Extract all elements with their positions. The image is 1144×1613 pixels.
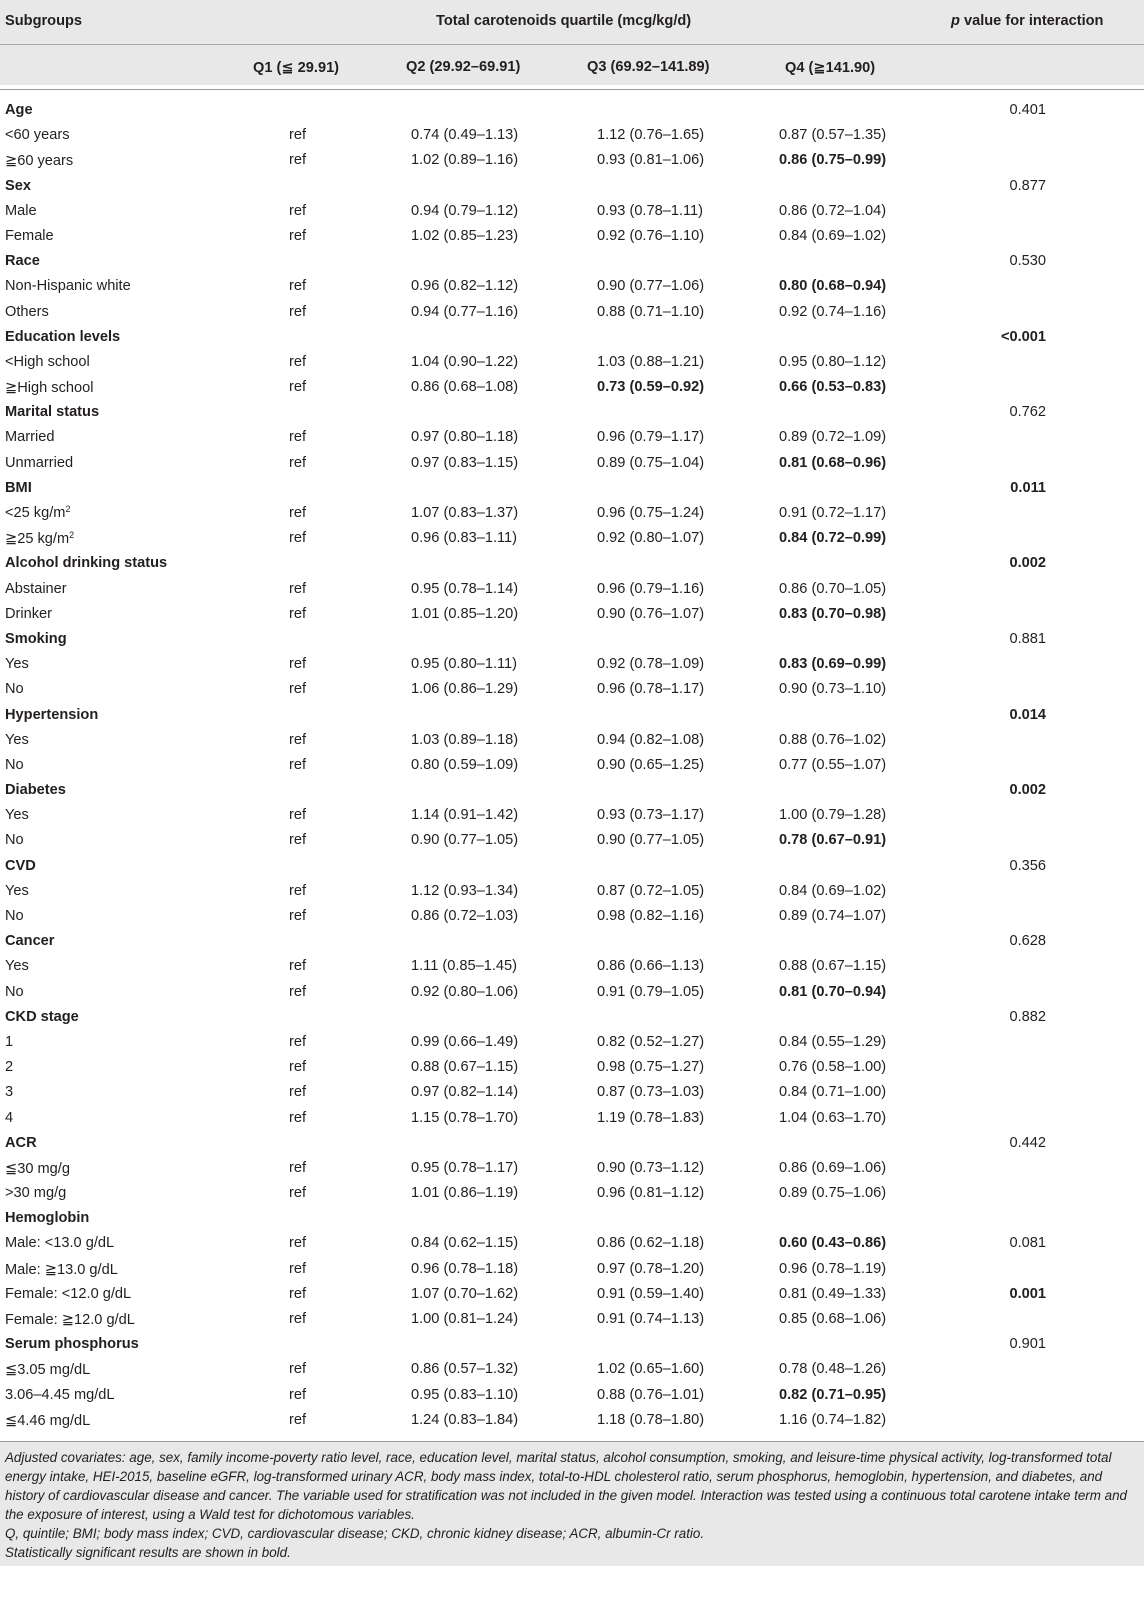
p-interaction-cell: 0.881 [1009,630,1046,647]
q4-cell: 0.96 (0.78–1.19) [779,1260,887,1277]
table-row [0,300,1144,325]
q2-cell: 0.96 (0.82–1.12) [411,278,519,295]
table-row [0,148,1144,173]
p-interaction-cell: 0.002 [1009,555,1046,572]
table-row [0,451,1144,476]
q2-cell: 0.96 (0.78–1.18) [411,1260,519,1277]
q2-cell: 0.86 (0.57–1.32) [411,1361,519,1378]
table-group-row [0,1005,1144,1030]
table-row [0,224,1144,249]
q2-cell: 0.92 (0.80–1.06) [411,983,519,1000]
q3-cell: 1.18 (0.78–1.80) [597,1411,705,1428]
subgroup-label: No [5,983,24,1000]
q2-cell: 1.00 (0.81–1.24) [411,1311,519,1327]
q3-cell: 0.88 (0.71–1.10) [597,303,705,320]
q2-cell: 0.95 (0.78–1.14) [411,580,519,597]
group-label: Hypertension [5,706,99,723]
header-q2: Q2 (29.92–69.91) [406,59,521,75]
q3-cell: 0.82 (0.52–1.27) [597,1033,705,1050]
subgroup-label: 3.06–4.45 mg/dL [5,1386,115,1403]
q2-cell: 0.97 (0.82–1.14) [411,1084,519,1101]
header-p-rest: value for interaction [959,13,1104,29]
subgroup-label-with-unit [5,530,74,547]
q1-cell: ref [289,227,307,244]
subgroup-label: Female: <12.0 g/dL [5,1285,132,1302]
q1-cell: ref [289,530,307,547]
q2-cell: 0.88 (0.67–1.15) [411,1059,519,1076]
subgroup-label: Male [5,202,37,219]
q4-cell: 0.88 (0.76–1.02) [779,731,887,748]
table-body [0,98,1144,1433]
subgroup-label: No [5,681,24,698]
subgroup-label: Others [5,303,49,320]
q4-cell: 0.60 (0.43–0.86) [779,1235,887,1252]
subgroup-label: ≦4.46 mg/dL [5,1412,91,1429]
p-interaction-cell: 0.001 [1009,1285,1046,1302]
table-row [0,753,1144,778]
q3-cell: 0.87 (0.73–1.03) [597,1084,705,1101]
table-footnotes [0,1442,1144,1566]
q4-cell: 0.89 (0.74–1.07) [779,908,887,924]
q4-cell: 0.91 (0.72–1.17) [779,505,887,521]
q4-cell: 0.89 (0.75–1.06) [779,1185,887,1202]
group-label: Race [5,253,40,270]
q3-cell: 0.87 (0.72–1.05) [597,882,705,899]
q2-cell: 0.74 (0.49–1.13) [411,127,519,144]
q1-cell: ref [289,1311,307,1327]
q1-cell: ref [289,127,307,144]
q1-cell: ref [289,505,307,521]
subgroup-label: <High school [5,353,90,370]
p-interaction-cell: <0.001 [1000,328,1046,345]
q4-cell: 0.87 (0.57–1.35) [779,127,887,144]
q3-cell: 0.91 (0.79–1.05) [597,983,705,1000]
q2-cell: 1.02 (0.89–1.16) [411,152,519,169]
header-rule [0,89,1144,90]
q1-cell: ref [289,580,307,597]
subgroup-label: 1 [5,1033,14,1050]
q4-cell: 0.84 (0.72–0.99) [779,530,887,547]
footnote-abbreviations: Q, quintile; BMI; body mass index; CVD, cardiovascular disease; CKD, chronic kidney disease; ACR, albumin-Cr ratio. [5,1525,705,1541]
q1-cell: ref [289,882,307,899]
q3-cell: 0.90 (0.73–1.12) [597,1159,705,1176]
q2-cell: 1.11 (0.85–1.45) [411,958,518,975]
table-row [0,904,1144,929]
q2-cell: 0.95 (0.78–1.17) [411,1159,519,1176]
q3-cell: 0.96 (0.75–1.24) [597,505,705,521]
subgroup-label: >30 mg/g [5,1185,67,1202]
q1-cell: ref [289,1285,307,1302]
table-row [0,728,1144,753]
group-label: Diabetes [5,782,66,799]
q1-cell: ref [289,1386,307,1403]
unit-superscript: 2 [65,504,71,514]
subgroup-label: 2 [5,1059,14,1076]
q4-cell: 0.86 (0.69–1.06) [779,1159,887,1176]
q4-cell: 0.78 (0.67–0.91) [779,832,887,849]
q1-cell: ref [289,807,307,824]
subgroup-label: 3 [5,1084,14,1101]
table-row [0,1307,1144,1332]
q3-cell: 0.89 (0.75–1.04) [597,454,705,471]
footnote-significance: Statistically significant results are shown in bold. [5,1544,291,1560]
q3-cell: 0.92 (0.76–1.10) [597,227,705,244]
subgroup-label: Abstainer [5,580,67,597]
subgroup-label: Yes [5,958,29,975]
q2-cell: 1.12 (0.93–1.34) [411,882,519,899]
q1-cell: ref [289,379,307,396]
q2-cell: 1.24 (0.83–1.84) [411,1411,519,1428]
q3-cell: 0.93 (0.73–1.17) [597,807,705,824]
q2-cell: 0.86 (0.72–1.03) [411,908,519,924]
subgroup-label: Married [5,429,55,446]
header-quartile-title: Total carotenoids quartile (mcg/kg/d) [436,13,692,29]
table-row [0,1231,1144,1256]
group-label: Cancer [5,933,55,950]
group-label: Education levels [5,328,121,345]
q3-cell: 1.12 (0.76–1.65) [597,127,705,144]
table-group-row [0,1131,1144,1156]
group-label: Marital status [5,404,100,421]
q4-cell: 0.84 (0.55–1.29) [779,1033,887,1050]
table-row [0,1106,1144,1131]
q3-cell: 0.96 (0.79–1.17) [597,429,705,446]
p-interaction-cell: 0.882 [1009,1008,1046,1025]
subgroup-label: ≦3.05 mg/dL [5,1362,91,1379]
group-label: Age [5,102,33,118]
table-row [0,828,1144,853]
q2-cell: 1.06 (0.86–1.29) [411,681,519,698]
table-row [0,1055,1144,1080]
table-row [0,677,1144,702]
subgroup-label: Yes [5,656,29,673]
table-row [0,123,1144,148]
q2-cell: 0.95 (0.83–1.10) [411,1386,519,1403]
q1-cell: ref [289,1411,307,1428]
q3-cell: 0.88 (0.76–1.01) [597,1386,705,1403]
q1-cell: ref [289,1059,307,1076]
subgroup-label: Female: ≧12.0 g/dL [5,1312,135,1328]
q3-cell: 1.19 (0.78–1.83) [597,1109,705,1126]
q4-cell: 0.78 (0.48–1.26) [779,1361,887,1378]
q4-cell: 0.84 (0.71–1.00) [779,1084,887,1101]
subgroup-label: Non-Hispanic white [5,278,131,295]
table-row [0,274,1144,299]
header-p-italic: p [951,13,960,29]
table-row [0,1408,1144,1433]
table-group-row [0,174,1144,199]
q1-cell: ref [289,681,307,698]
table-row [0,425,1144,450]
q2-cell: 0.95 (0.80–1.11) [411,656,518,673]
q4-cell: 0.88 (0.67–1.15) [779,958,887,975]
group-label: Hemoglobin [5,1210,90,1227]
q4-cell: 0.89 (0.72–1.09) [779,429,887,446]
q4-cell: 0.86 (0.72–1.04) [779,202,887,219]
subgroup-label: ≦30 mg/g [5,1160,70,1177]
table-group-row [0,476,1144,501]
table-group-row [0,703,1144,728]
table-row [0,199,1144,224]
q2-cell: 0.94 (0.77–1.16) [411,303,519,320]
q2-cell: 1.02 (0.85–1.23) [411,227,519,244]
table-row [0,1383,1144,1408]
table-group-row [0,778,1144,803]
group-label: Sex [5,177,31,194]
q3-cell: 0.90 (0.77–1.05) [597,832,705,849]
table-row [0,577,1144,602]
group-label: Serum phosphorus [5,1336,139,1353]
q3-cell: 0.92 (0.78–1.09) [597,656,705,673]
q2-cell: 0.97 (0.83–1.15) [411,454,519,471]
q3-cell: 1.02 (0.65–1.60) [597,1361,705,1378]
q4-cell: 0.82 (0.71–0.95) [779,1386,887,1403]
q1-cell: ref [289,1185,307,1202]
group-label: ACR [5,1134,37,1151]
q4-cell: 0.83 (0.70–0.98) [779,605,887,622]
header-p-value [951,13,1103,29]
table-row [0,602,1144,627]
q2-cell: 1.07 (0.70–1.62) [411,1285,519,1302]
q1-cell: ref [289,429,307,446]
q1-cell: ref [289,202,307,219]
q3-cell: 0.96 (0.78–1.17) [597,681,705,698]
q1-cell: ref [289,1159,307,1176]
subgroup-label: Female [5,227,54,244]
subgroup-label: Male: <13.0 g/dL [5,1235,115,1252]
table-row [0,1156,1144,1181]
p-interaction-cell: 0.401 [1009,102,1046,118]
header-q1: Q1 (≦ 29.91) [253,60,340,76]
p-interaction-cell: 0.002 [1009,782,1046,799]
q4-cell: 0.81 (0.68–0.96) [779,454,887,471]
subgroup-label: Male: ≧13.0 g/dL [5,1261,118,1278]
q1-cell: ref [289,1084,307,1101]
q3-cell: 0.86 (0.62–1.18) [597,1235,705,1252]
table-row [0,526,1144,551]
table-group-row [0,854,1144,879]
q4-cell: 0.81 (0.70–0.94) [779,983,887,1000]
q2-cell: 1.01 (0.85–1.20) [411,605,519,622]
table-group-row [0,98,1144,123]
group-label: Smoking [5,630,67,647]
q1-cell: ref [289,1260,307,1277]
q4-cell: 0.84 (0.69–1.02) [779,882,887,899]
subgroup-label: ≧60 years [5,153,74,170]
q4-cell: 0.86 (0.70–1.05) [779,580,887,597]
q1-cell: ref [289,983,307,1000]
q2-cell: 1.03 (0.89–1.18) [411,731,519,748]
p-interaction-cell: 0.081 [1009,1235,1046,1252]
q3-cell: 0.86 (0.66–1.13) [597,958,705,975]
table-header [0,0,1144,85]
table-row [0,652,1144,677]
table-row [0,803,1144,828]
q4-cell: 0.85 (0.68–1.06) [779,1311,887,1327]
q1-cell: ref [289,1361,307,1378]
q1-cell: ref [289,605,307,622]
q4-cell: 0.81 (0.49–1.33) [779,1285,887,1302]
subgroup-label: Yes [5,731,29,748]
q1-cell: ref [289,1033,307,1050]
table-row [0,1181,1144,1206]
q3-cell: 0.94 (0.82–1.08) [597,731,705,748]
table-row [0,350,1144,375]
q1-cell: ref [289,278,307,295]
header-q3: Q3 (69.92–141.89) [587,59,710,75]
table-group-row [0,325,1144,350]
table-row [0,1257,1144,1282]
subgroup-label: <25 kg/m [5,505,66,521]
footnote-covariates: Adjusted covariates: age, sex, family income-poverty ratio level, race, education level, marital status, alcohol consumption, smoking, and leisure-time physical activity, log-transformed total energy intake, HEI-2015, baseline eGFR, log-transformed urinary ACR, body mass index, total-to-HDL cholesterol ratio, serum phosphorus, hemoglobin, hypertension, and diabetes, and history of cardiovascular disease and cancer. The variable used for stratification was not included in the given model. Interaction was tested using a continuous total carotene intake term and the exposure of interest, using a Wald test for dichotomous variables. [5,1449,1127,1522]
q3-cell: 0.97 (0.78–1.20) [597,1260,705,1277]
q3-cell: 0.73 (0.59–0.92) [597,379,705,396]
q3-cell: 0.90 (0.76–1.07) [597,605,705,622]
q4-cell: 0.95 (0.80–1.12) [779,353,887,370]
q2-cell: 1.15 (0.78–1.70) [411,1109,519,1126]
p-interaction-cell: 0.628 [1009,933,1046,950]
p-interaction-cell: 0.011 [1010,479,1046,496]
q4-cell: 1.16 (0.74–1.82) [779,1411,887,1428]
q4-cell: 0.92 (0.74–1.16) [779,303,887,320]
q1-cell: ref [289,908,307,924]
q4-cell: 0.84 (0.69–1.02) [779,227,887,244]
group-label: CVD [5,857,36,874]
q3-cell: 0.91 (0.59–1.40) [597,1285,705,1302]
q2-cell: 0.97 (0.80–1.18) [411,429,519,446]
q3-cell: 0.90 (0.77–1.06) [597,278,705,295]
p-interaction-cell: 0.442 [1009,1134,1046,1151]
header-subgroups: Subgroups [5,13,83,29]
q1-cell: ref [289,1235,307,1252]
q4-cell: 1.04 (0.63–1.70) [779,1109,887,1126]
table-row [0,879,1144,904]
q2-cell: 1.14 (0.91–1.42) [411,807,519,824]
table-row [0,980,1144,1005]
q1-cell: ref [289,958,307,975]
subgroup-label: 4 [5,1109,14,1126]
q2-cell: 0.99 (0.66–1.49) [411,1033,519,1050]
q3-cell: 0.96 (0.79–1.16) [597,580,705,597]
q2-cell: 0.94 (0.79–1.12) [411,202,519,219]
q2-cell: 1.04 (0.90–1.22) [411,353,519,370]
table-group-row [0,1332,1144,1357]
q1-cell: ref [289,454,307,471]
p-interaction-cell: 0.762 [1009,404,1046,421]
group-label: CKD stage [5,1008,79,1025]
table-row [0,1357,1144,1382]
q1-cell: ref [289,1109,307,1126]
q3-cell: 0.93 (0.81–1.06) [597,152,705,169]
q2-cell: 0.96 (0.83–1.11) [411,530,518,547]
q4-cell: 0.66 (0.53–0.83) [779,379,887,396]
subgroup-label-with-unit [5,505,70,521]
q4-cell: 0.77 (0.55–1.07) [779,756,887,773]
table-row [0,1030,1144,1055]
group-label: BMI [5,479,32,496]
table-group-row [0,627,1144,652]
table-row [0,954,1144,979]
q4-cell: 0.76 (0.58–1.00) [779,1059,887,1076]
table-group-row [0,929,1144,954]
q1-cell: ref [289,303,307,320]
table-row [0,1080,1144,1105]
q3-cell: 0.98 (0.82–1.16) [597,908,705,924]
q3-cell: 0.93 (0.78–1.11) [597,202,704,219]
q4-cell: 1.00 (0.79–1.28) [779,807,887,824]
q4-cell: 0.86 (0.75–0.99) [779,152,887,169]
header-row-2 [0,45,1144,85]
table-row [0,375,1144,400]
subgroup-label: ≧25 kg/m [5,531,70,548]
table-group-row [0,400,1144,425]
subgroup-label: No [5,908,24,924]
p-interaction-cell: 0.901 [1009,1336,1046,1353]
q3-cell: 0.98 (0.75–1.27) [597,1059,705,1076]
q1-cell: ref [289,832,307,849]
q2-cell: 0.86 (0.68–1.08) [411,379,519,396]
unit-superscript: 2 [69,530,75,541]
subgroup-label: ≧High school [5,380,94,397]
subgroup-label: <60 years [5,127,70,144]
q4-cell: 0.80 (0.68–0.94) [779,278,887,295]
q2-cell: 1.07 (0.83–1.37) [411,505,519,521]
q3-cell: 0.90 (0.65–1.25) [597,756,705,773]
p-interaction-cell: 0.530 [1009,253,1046,270]
q1-cell: ref [289,656,307,673]
q1-cell: ref [289,353,307,370]
header-row-1 [0,0,1144,45]
q1-cell: ref [289,731,307,748]
subgroup-label: Unmarried [5,454,74,471]
q3-cell: 0.92 (0.80–1.07) [597,530,705,547]
subgroup-label: Drinker [5,605,53,622]
table-row [0,1282,1144,1307]
p-interaction-cell: 0.356 [1009,857,1046,874]
subgroup-label: No [5,756,24,773]
table-group-row [0,249,1144,274]
q2-cell: 0.84 (0.62–1.15) [411,1235,519,1252]
q3-cell: 1.03 (0.88–1.21) [597,353,705,370]
q3-cell: 0.96 (0.81–1.12) [597,1185,705,1202]
table-group-row [0,551,1144,576]
table-row [0,501,1144,526]
table-group-row [0,1206,1144,1231]
q1-cell: ref [289,756,307,773]
q3-cell: 0.91 (0.74–1.13) [597,1311,705,1327]
q1-cell: ref [289,152,307,169]
subgroup-label: No [5,832,24,849]
group-label: Alcohol drinking status [5,555,168,572]
subgroup-label: Yes [5,807,29,824]
p-interaction-cell: 0.877 [1009,177,1046,194]
p-interaction-cell: 0.014 [1009,706,1046,723]
q2-cell: 1.01 (0.86–1.19) [411,1185,519,1202]
q2-cell: 0.90 (0.77–1.05) [411,832,519,849]
subgroup-label: Yes [5,882,29,899]
header-q4: Q4 (≧141.90) [785,60,876,76]
q2-cell: 0.80 (0.59–1.09) [411,756,519,773]
q4-cell: 0.83 (0.69–0.99) [779,656,887,673]
q4-cell: 0.90 (0.73–1.10) [779,681,887,698]
